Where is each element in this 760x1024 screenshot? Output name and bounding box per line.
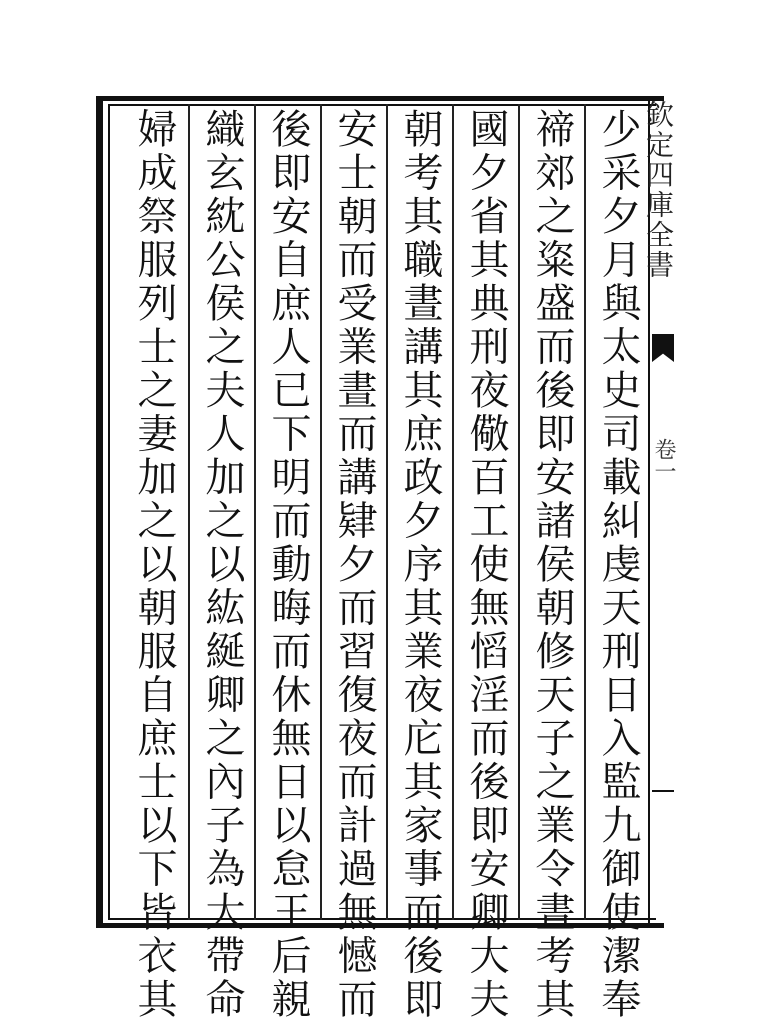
column-divider — [386, 104, 388, 920]
column-divider — [518, 104, 520, 920]
banxin-title: 欽定四庫全書 — [642, 100, 675, 280]
text-column-6: 後即安自庶人已下明而動晦而休無日以怠王后親 — [265, 108, 311, 1022]
text-column-5: 安士朝而受業晝而講肄夕而習復夜而計過無憾而 — [331, 108, 377, 1022]
banxin-tick — [652, 790, 674, 792]
text-column-2: 禘郊之粢盛而後即安諸侯朝修天子之業令晝考其 — [529, 108, 575, 1022]
column-divider — [188, 104, 190, 920]
column-divider — [452, 104, 454, 920]
text-column-1: 少采夕月與太史司載糾虔天刑日入監九御使潔奉 — [595, 108, 641, 1022]
text-column-7: 織玄紞公侯之夫人加之以紘綖卿之內子為大帶命 — [199, 108, 245, 1022]
banxin-volume: 卷一 — [651, 438, 676, 482]
text-column-4: 朝考其職晝講其庶政夕序其業夜庀其家事而後即 — [397, 108, 443, 1022]
column-divider — [320, 104, 322, 920]
text-column-8: 婦成祭服列士之妻加之以朝服自庶士以下皆衣其 — [131, 108, 177, 1022]
text-column-3: 國夕省其典刑夜儆百工使無慆淫而後即安卿大夫 — [463, 108, 509, 1022]
column-divider — [584, 104, 586, 920]
column-divider — [254, 104, 256, 920]
